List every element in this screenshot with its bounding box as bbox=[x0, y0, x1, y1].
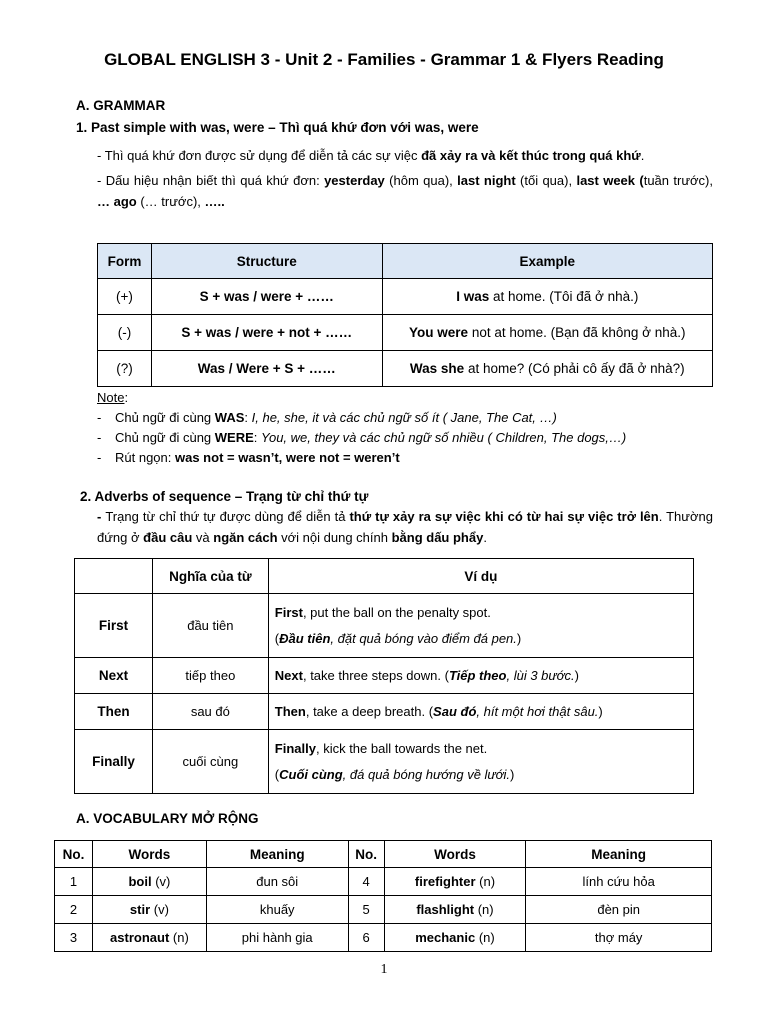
vocab-word: mechanic bbox=[415, 930, 476, 945]
part-of-speech: (v) bbox=[151, 874, 171, 889]
word-cell: Next bbox=[75, 658, 153, 694]
structure-cell: S + was / were + …… bbox=[151, 279, 382, 315]
table-row bbox=[75, 730, 694, 794]
adverbs-desc-run: thứ tự xảy ra sự việc khi có từ hai sự việc trở lên bbox=[349, 509, 659, 524]
signs-run: last week ( bbox=[576, 173, 644, 188]
note-item: - Rút ngọn: was not = wasn’t, were not = weren’t bbox=[97, 450, 400, 465]
signs-run: (hôm qua), bbox=[384, 173, 458, 188]
grammar-point-1: 1. Past simple with was, were – Thì quá khứ đơn với was, were bbox=[76, 120, 479, 135]
number-cell: 4 bbox=[348, 868, 384, 896]
meaning-cell: cuối cùng bbox=[152, 730, 268, 794]
example-vi: (Đầu tiên, đặt quả bóng vào điểm đá pen.) bbox=[274, 630, 522, 646]
table-header: Form bbox=[98, 244, 152, 279]
signs-run: - Dấu hiệu nhận biết thì quá khứ đơn: bbox=[97, 173, 325, 188]
word-cell bbox=[92, 868, 206, 896]
table-header: Meaning bbox=[206, 841, 348, 868]
word-cell: First bbox=[75, 594, 153, 658]
table-row bbox=[55, 896, 712, 924]
meaning-cell: khuấy bbox=[206, 896, 348, 924]
table-header: Example bbox=[382, 244, 712, 279]
table-row bbox=[98, 315, 713, 351]
adverbs-desc-run: Trạng từ chỉ thứ tự được dùng để diễn tả bbox=[105, 509, 350, 524]
word-cell bbox=[384, 896, 526, 924]
word-cell: Finally bbox=[75, 730, 153, 794]
usage-end: . bbox=[640, 148, 645, 163]
word-cell bbox=[384, 924, 526, 952]
part-of-speech: (v) bbox=[150, 902, 169, 917]
word-cell bbox=[92, 924, 206, 952]
word-cell bbox=[92, 896, 206, 924]
signs-run: last night bbox=[457, 173, 516, 188]
meaning-cell: phi hành gia bbox=[206, 924, 348, 952]
example-cell: Next, take three steps down. (Tiếp theo, lùi 3 bước.) bbox=[268, 658, 693, 694]
example-cell bbox=[268, 730, 693, 794]
adverbs-table bbox=[74, 558, 694, 794]
example-vi-text: , hít một hơi thật sâu. bbox=[476, 703, 599, 719]
example-vi-text: , lùi 3 bước. bbox=[506, 667, 575, 683]
table-header: Words bbox=[384, 841, 526, 868]
signs-paragraph bbox=[97, 170, 713, 212]
table-row bbox=[55, 924, 712, 952]
table-row bbox=[98, 351, 713, 387]
meaning-cell: đun sôi bbox=[206, 868, 348, 896]
example-en-text: , put the ball on the penalty spot. bbox=[302, 604, 491, 620]
word-cell bbox=[384, 868, 526, 896]
form-cell: (+) bbox=[98, 279, 152, 315]
part-of-speech: (n) bbox=[475, 930, 495, 945]
meaning-cell: lính cứu hỏa bbox=[526, 868, 712, 896]
adverbs-desc-run: đầu câu bbox=[143, 530, 193, 545]
meaning-cell: tiếp theo bbox=[152, 658, 268, 694]
table-header: Nghĩa của từ bbox=[152, 559, 268, 594]
note-item: - Chủ ngữ đi cùng WERE: You, we, they và các chủ ngữ số nhiều ( Children, The dogs,…) bbox=[97, 430, 627, 445]
meaning-cell: sau đó bbox=[152, 694, 268, 730]
number-cell: 3 bbox=[55, 924, 93, 952]
adverbs-desc-run: với nội dung chính bbox=[277, 530, 392, 545]
table-header: Words bbox=[92, 841, 206, 868]
table-header: Meaning bbox=[526, 841, 712, 868]
example-vi-text: , đặt quả bóng vào điểm đá pen. bbox=[330, 630, 517, 646]
example-en-bold: Next bbox=[274, 667, 303, 683]
vocab-word: boil bbox=[128, 874, 152, 889]
adverbs-description bbox=[97, 506, 713, 548]
example-text: not at home. (Bạn đã không ở nhà.) bbox=[468, 325, 686, 340]
example-text: at home? (Có phải cô ấy đã ở nhà?) bbox=[464, 361, 685, 376]
structure-cell: S + was / were + not + …… bbox=[151, 315, 382, 351]
example-vi-bold: Cuối cùng bbox=[279, 766, 343, 782]
example-cell bbox=[382, 279, 712, 315]
usage-emphasis: đã xảy ra và kết thúc trong quá khứ bbox=[421, 148, 641, 163]
form-cell: (-) bbox=[98, 315, 152, 351]
meaning-cell: đèn pin bbox=[526, 896, 712, 924]
example-text: at home. (Tôi đã ở nhà.) bbox=[489, 289, 639, 304]
table-row bbox=[75, 594, 694, 658]
vocab-table bbox=[54, 840, 712, 952]
note-item: - Chủ ngữ đi cùng WAS: I, he, she, it và các chủ ngữ số ít ( Jane, The Cat, …) bbox=[97, 410, 557, 425]
signs-run: ….. bbox=[204, 194, 225, 209]
adverbs-heading: 2. Adverbs of sequence – Trạng từ chỉ thứ tự bbox=[80, 489, 369, 504]
part-of-speech: (n) bbox=[474, 902, 494, 917]
vocab-word: stir bbox=[129, 902, 151, 917]
example-vi: (Cuối cùng, đá quả bóng hướng về lưới.) bbox=[274, 766, 515, 782]
example-bold: Was she bbox=[409, 361, 465, 376]
adverbs-desc-run: . bbox=[483, 530, 487, 545]
signs-run: tuần trước), bbox=[643, 173, 713, 188]
example-en-bold: Then bbox=[274, 703, 306, 719]
table-header: Ví dụ bbox=[268, 559, 693, 594]
example-bold: I was bbox=[456, 289, 490, 304]
example-cell: Then, take a deep breath. (Sau đó, hít một hơi thật sâu.) bbox=[268, 694, 693, 730]
usage-text: - Thì quá khứ đơn được sử dụng để diễn tả các sự việc bbox=[97, 148, 422, 163]
example-vi-bold: Tiếp theo bbox=[448, 667, 507, 683]
example-en-bold: Finally bbox=[274, 740, 316, 756]
vocab-word: firefighter bbox=[414, 874, 476, 889]
word-cell: Then bbox=[75, 694, 153, 730]
example-cell bbox=[382, 351, 712, 387]
example-vi-bold: Đầu tiên bbox=[279, 630, 331, 646]
table-row bbox=[55, 868, 712, 896]
past-simple-table bbox=[97, 243, 713, 387]
page-title: GLOBAL ENGLISH 3 - Unit 2 - Families - Grammar 1 & Flyers Reading bbox=[104, 50, 664, 69]
page-number: 1 bbox=[380, 962, 388, 977]
meaning-cell: đầu tiên bbox=[152, 594, 268, 658]
structure-cell: Was / Were + S + …… bbox=[151, 351, 382, 387]
table-header: Structure bbox=[151, 244, 382, 279]
table-header: No. bbox=[55, 841, 93, 868]
adverbs-desc-run: ngăn cách bbox=[213, 530, 278, 545]
table-header bbox=[75, 559, 153, 594]
example-en-text: , take a deep breath. ( bbox=[305, 703, 434, 719]
table-row bbox=[75, 694, 694, 730]
vocab-word: flashlight bbox=[416, 902, 475, 917]
example-cell bbox=[268, 594, 693, 658]
vocab-word: astronaut bbox=[110, 930, 170, 945]
example-en bbox=[275, 736, 687, 762]
table-header: No. bbox=[348, 841, 384, 868]
table-row bbox=[98, 279, 713, 315]
form-cell: (?) bbox=[98, 351, 152, 387]
adverbs-desc-run: - bbox=[97, 509, 106, 524]
signs-run: … ago bbox=[97, 194, 137, 209]
meaning-cell: thợ máy bbox=[526, 924, 712, 952]
number-cell: 2 bbox=[55, 896, 93, 924]
notes-block bbox=[97, 388, 717, 468]
example-en-text: , kick the ball towards the net. bbox=[315, 740, 488, 756]
grammar-heading: A. GRAMMAR bbox=[76, 98, 166, 113]
number-cell: 5 bbox=[348, 896, 384, 924]
note-label: Note: bbox=[97, 390, 129, 405]
example-en bbox=[275, 600, 687, 626]
example-bold: You were bbox=[409, 325, 469, 340]
adverbs-desc-run: và bbox=[192, 530, 214, 545]
example-en-text: , take three steps down. ( bbox=[302, 667, 449, 683]
example-vi-bold: Sau đó bbox=[433, 703, 477, 719]
number-cell: 1 bbox=[55, 868, 93, 896]
vocab-heading: A. VOCABULARY MỞ RỘNG bbox=[76, 811, 259, 826]
signs-run: (tối qua), bbox=[515, 173, 577, 188]
adverbs-desc-run: . Thường đứng ở bbox=[97, 509, 713, 545]
part-of-speech: (n) bbox=[169, 930, 189, 945]
example-vi-text: , đá quả bóng hướng về lưới. bbox=[342, 766, 511, 782]
table-row bbox=[75, 658, 694, 694]
number-cell: 6 bbox=[348, 924, 384, 952]
part-of-speech: (n) bbox=[475, 874, 496, 889]
adverbs-desc-run: bằng dấu phẩy bbox=[391, 530, 484, 545]
example-cell bbox=[382, 315, 712, 351]
signs-run: (… trước), bbox=[136, 194, 205, 209]
usage-paragraph bbox=[97, 145, 713, 166]
example-en-bold: First bbox=[274, 604, 303, 620]
signs-run: yesterday bbox=[324, 173, 385, 188]
